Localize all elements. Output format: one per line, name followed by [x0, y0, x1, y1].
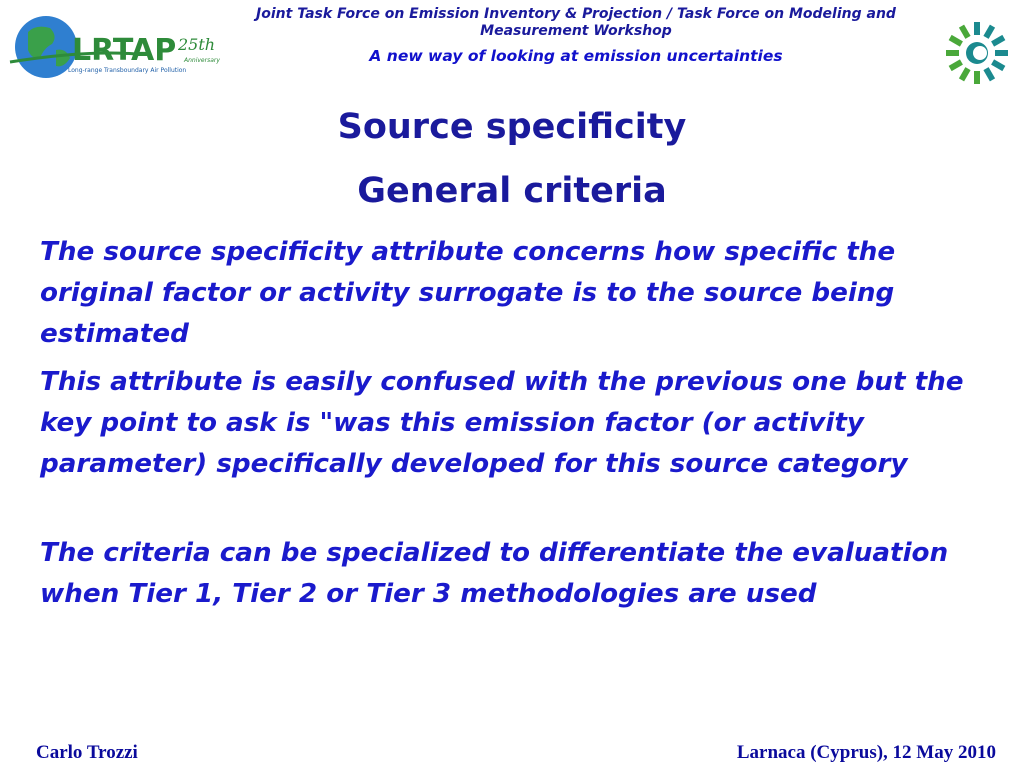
paragraph-3: The criteria can be specialized to differentiate the evaluation when Tier 1, Tier 2 or Tier 3 methodologies are used — [40, 538, 949, 609]
footer-location-date: Larnaca (Cyprus), 12 May 2010 — [736, 742, 996, 763]
logo-wordmark: LRTAP — [72, 33, 177, 68]
sun-gear-emblem-icon — [944, 20, 1010, 86]
lrtap-logo — [6, 14, 221, 80]
slide-subtitle: General criteria — [357, 171, 667, 211]
logo-tagline: Long-range Transboundary Air Pollution — [68, 67, 187, 74]
workshop-subtitle: A new way of looking at emission uncertainties — [369, 47, 783, 65]
logo-anniversary: 25th — [178, 35, 216, 54]
footer-author: Carlo Trozzi — [36, 742, 138, 763]
logo-anniversary-word: Anniversary — [184, 57, 220, 64]
paragraph-2: This attribute is easily confused with the previous one but the key point to ask is "was this emission factor (or activity parameter) specifically developed for this source category — [40, 367, 964, 479]
slide-title: Source specificity — [337, 107, 687, 147]
workshop-title: Joint Task Force on Emission Inventory & Projection / Task Force on Modeling and Measurement Workshop — [256, 6, 896, 39]
paragraph-1: The source specificity attribute concerns how specific the original factor or activity surrogate is to the source being estimated — [40, 237, 896, 349]
